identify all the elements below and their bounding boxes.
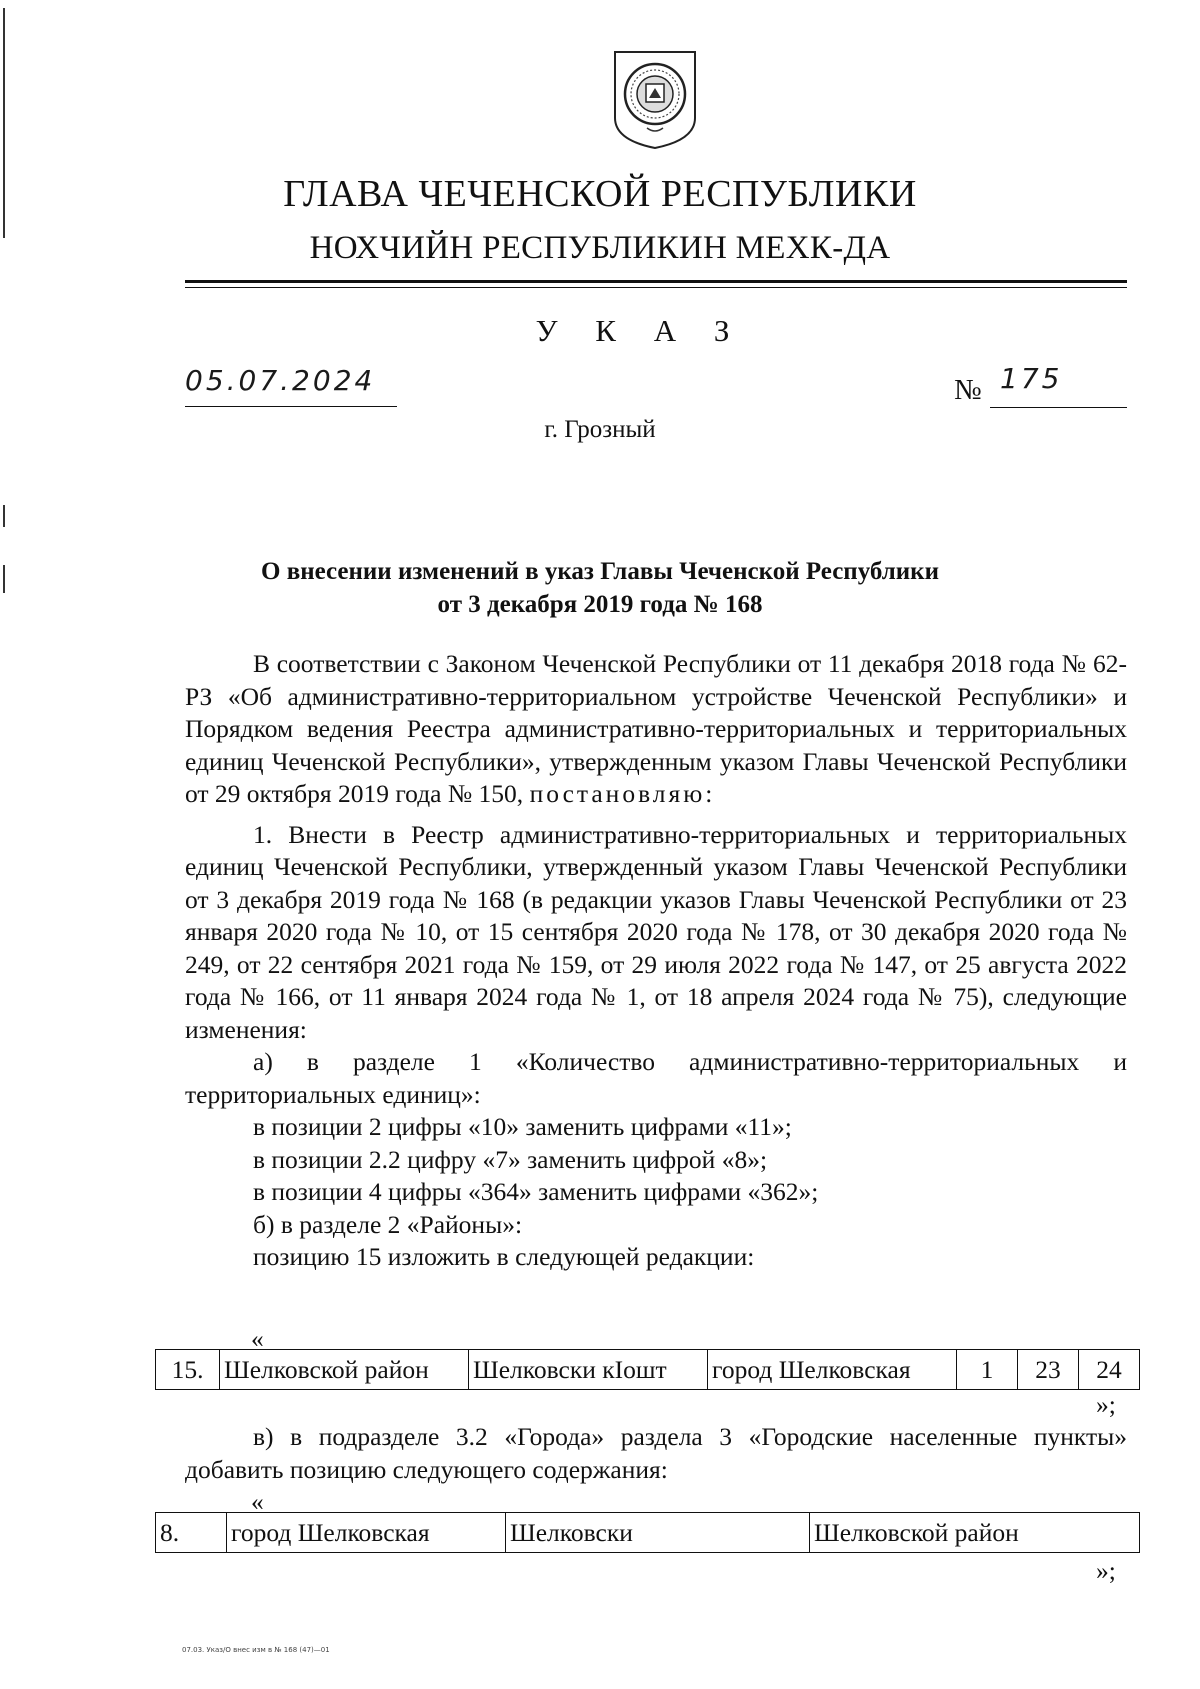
- preamble-paragraph: [185, 648, 1127, 811]
- point-1-paragraph: 1. Внести в Реестр административно-территориальных и территориальных единиц Чеченской Республики, утвержденный указом Главы Чеченской Республики от 3 декабря 2019 года № 168 (в редакции указов Главы Чеченской Республики от 23 января 2020 года № 10, от 15 сентября 2020 года № 178, от 30 декабря 2020 года № 249, от 22 сентября 2021 года № 159, от 29 июля 2022 года № 147, от 25 августа 2022 года № 166, от 11 января 2024 года № 1, от 18 апреля 2024 года № 75), следующие изменения:: [185, 819, 1127, 1044]
- list-item: в позиции 2 цифры «10» заменить цифрами «11»;: [253, 1112, 792, 1141]
- district-table: [155, 1349, 1140, 1390]
- table-cell: Шелковски: [506, 1513, 810, 1553]
- table-cell: Шелковской район: [220, 1350, 469, 1390]
- scan-edge-mark: [3, 505, 5, 527]
- number-field: [990, 364, 1127, 408]
- header-title-russian: ГЛАВА ЧЕЧЕНСКОЙ РЕСПУБЛИКИ: [283, 173, 917, 215]
- open-quote: «: [251, 1324, 264, 1353]
- document-title-line2: от 3 декабря 2019 года № 168: [437, 591, 763, 618]
- document-type: У К А З: [535, 313, 745, 348]
- close-quote: »;: [1096, 1556, 1116, 1585]
- close-quote: »;: [1096, 1390, 1116, 1419]
- coat-of-arms-emblem: [611, 48, 699, 150]
- sub-point-a: а) в разделе 1 «Количество административно-территориальных и территориальных единиц»:: [185, 1047, 1127, 1109]
- date-value: 05.07.2024: [185, 364, 376, 397]
- number-label: №: [954, 374, 982, 406]
- table-cell: 15.: [156, 1350, 220, 1390]
- decree-word: постановляю:: [529, 779, 716, 808]
- document-body: [185, 648, 1127, 1274]
- header-divider-thin: [185, 287, 1127, 288]
- table-cell: Шелковски кIошт: [469, 1350, 708, 1390]
- list-item: в позиции 4 цифры «364» заменить цифрами «362»;: [253, 1177, 819, 1206]
- header-divider-thick: [185, 280, 1127, 283]
- table-cell: город Шелковская: [708, 1350, 957, 1390]
- list-item: в позиции 2.2 цифру «7» заменить цифрой «8»;: [253, 1144, 768, 1174]
- preamble-text: В соответствии с Законом Чеченской Республики от 11 декабря 2018 года № 62-РЗ «Об административно-территориальном устройстве Чеченской Республики» и Порядком ведения Реестра административно-территориальных и территориальных единиц Чеченской Республики», утвержденным указом Главы Чеченской Республики от 29 октября 2019 года № 150,: [185, 649, 1127, 808]
- sub-point-c: в) в подразделе 3.2 «Города» раздела 3 «Городские населенные пункты» добавить позицию следующего содержания:: [185, 1422, 1127, 1484]
- table-cell: 23: [1018, 1350, 1079, 1390]
- city: г. Грозный: [544, 416, 656, 443]
- table-cell: 8.: [156, 1513, 227, 1553]
- table-cell: Шелковской район: [810, 1513, 1140, 1553]
- footer-reference: 07.03. Указ/О внес изм в № 168 (47)—01: [182, 1646, 330, 1654]
- document-title-line1: О внесении изменений в указ Главы Чеченской Республики: [261, 558, 939, 585]
- sub-point-b: б) в разделе 2 «Районы»:: [253, 1209, 523, 1239]
- number-value: 175: [1000, 362, 1063, 395]
- table-cell: город Шелковская: [227, 1513, 506, 1553]
- sub-point-c-block: [185, 1421, 1127, 1486]
- header-title-chechen: НОХЧИЙН РЕСПУБЛИКИН МЕХК-ДА: [309, 230, 891, 266]
- document-title: [0, 555, 1200, 621]
- table-row: [156, 1350, 1140, 1390]
- sub-point-b-item: позицию 15 изложить в следующей редакции:: [253, 1242, 755, 1271]
- date-field: [185, 364, 397, 407]
- city-table: [155, 1512, 1140, 1553]
- open-quote: «: [251, 1487, 264, 1516]
- table-cell: 1: [957, 1350, 1018, 1390]
- table-row: [156, 1513, 1140, 1553]
- table-cell: 24: [1079, 1350, 1140, 1390]
